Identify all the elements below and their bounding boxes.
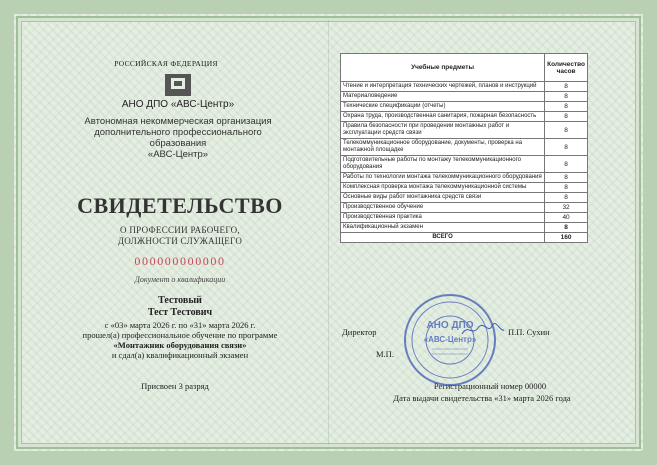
study-period: с «03» марта 2026 г. по «31» марта 2026 г. [104, 320, 256, 330]
assigned-rank: Присвоен 3 разряд [141, 381, 209, 391]
certificate-title: СВИДЕТЕЛЬСТВО [77, 193, 283, 218]
hours-cell: 8 [545, 183, 588, 193]
subject-cell: Производственная практика [341, 213, 545, 223]
org-short-name: АНО ДПО «АВС-Центр» [121, 99, 235, 110]
federation-label: РОССИЙСКАЯ ФЕДЕРАЦИЯ [114, 59, 218, 68]
table-row [341, 156, 588, 173]
table-row [341, 122, 588, 139]
subject-cell: Комплексная проверка монтажа телекоммуникационной системы [341, 183, 545, 193]
org-full-line: дополнительного профессионального образования [94, 127, 262, 149]
table-header-row [341, 54, 588, 82]
subject-cell: Технические спецификации (отчеты) [341, 102, 545, 112]
subject-cell: Квалификационный экзамен [341, 223, 545, 233]
profession-line: ДОЛЖНОСТИ СЛУЖАЩЕГО [117, 236, 243, 246]
director-name: П.П. Сухин [508, 327, 550, 337]
table-row [341, 213, 588, 223]
total-hours: 160 [545, 233, 588, 243]
header-subject: Учебные предметы [341, 54, 545, 82]
program-intro: прошел(а) профессиональное обучение по программе [82, 330, 278, 340]
subject-cell: Материаловедение [341, 92, 545, 102]
table-row [341, 82, 588, 92]
subject-cell: Чтение и интерпретация технических чертежей, планов и инструкций [341, 82, 545, 92]
hours-cell: 8 [545, 92, 588, 102]
surname: Тестовый [158, 295, 202, 306]
subject-cell: Производственное обучение [341, 203, 545, 213]
hours-cell: 8 [545, 82, 588, 92]
issue-date: Дата выдачи свидетельства «31» марта 2026 года [393, 393, 571, 403]
hours-cell: 8 [545, 193, 588, 203]
table-row [341, 193, 588, 203]
hours-cell: 8 [545, 122, 588, 139]
subjects-table-wrap [340, 53, 588, 243]
subject-cell: Подготовительные работы по монтажу телекоммуникационного оборудования [341, 156, 545, 173]
hours-cell: 8 [545, 156, 588, 173]
table-row [341, 102, 588, 112]
registration-number: Регистрационный номер 00000 [433, 381, 547, 391]
table-row [341, 173, 588, 183]
subject-cell: Работы по технологии монтажа телекоммуникационного оборудования [341, 173, 545, 183]
stamp-center-text: «АВС-Центр» [423, 335, 477, 344]
table-total-row [341, 233, 588, 243]
table-row [341, 223, 588, 233]
subject-cell: Правила безопасности при проведении монтажных работ и эксплуатации средств связи [341, 122, 545, 139]
director-label: Директор [342, 327, 377, 337]
document-type: Документ о квалификации [134, 275, 226, 284]
header-hours: Количество часов [545, 54, 588, 82]
subject-cell: Телекоммуникационное оборудование, документы, проверка на монтажной площадке [341, 139, 545, 156]
stamp-top-text: АНО ДПО [426, 320, 474, 331]
org-full-line: «АВС-Центр» [147, 149, 209, 160]
table-row [341, 139, 588, 156]
program-name: «Монтажник оборудования связи» [113, 340, 247, 350]
table-row [341, 203, 588, 213]
total-label: ВСЕГО [341, 233, 545, 243]
table-row [341, 183, 588, 193]
profession-subtitle [90, 225, 270, 247]
subjects-table [340, 53, 588, 243]
seal-place-label: М.П. [376, 349, 394, 359]
director-signature [460, 322, 506, 338]
hours-cell: 40 [545, 213, 588, 223]
hours-cell: 8 [545, 139, 588, 156]
profession-line: О ПРОФЕССИИ РАБОЧЕГО, [120, 225, 240, 235]
hours-cell: 8 [545, 112, 588, 122]
page-fold [328, 20, 329, 445]
org-full-line: Автономная некоммерческая организация [84, 116, 272, 127]
org-full-name [80, 116, 276, 160]
table-row [341, 112, 588, 122]
hours-cell: 8 [545, 102, 588, 112]
certificate-number: 000000000000 [134, 254, 226, 268]
org-logo-icon [164, 73, 192, 97]
hours-cell: 8 [545, 223, 588, 233]
given-name: Тест Тестович [147, 307, 213, 318]
subject-cell: Основные виды работ монтажника средств связи [341, 193, 545, 203]
official-stamp [402, 292, 498, 388]
exam-text: и сдал(а) квалификационный экзамен [111, 350, 249, 360]
hours-cell: 32 [545, 203, 588, 213]
subject-cell: Охрана труда, производственная санитария, пожарная безопасность [341, 112, 545, 122]
hours-cell: 8 [545, 173, 588, 183]
table-row [341, 92, 588, 102]
